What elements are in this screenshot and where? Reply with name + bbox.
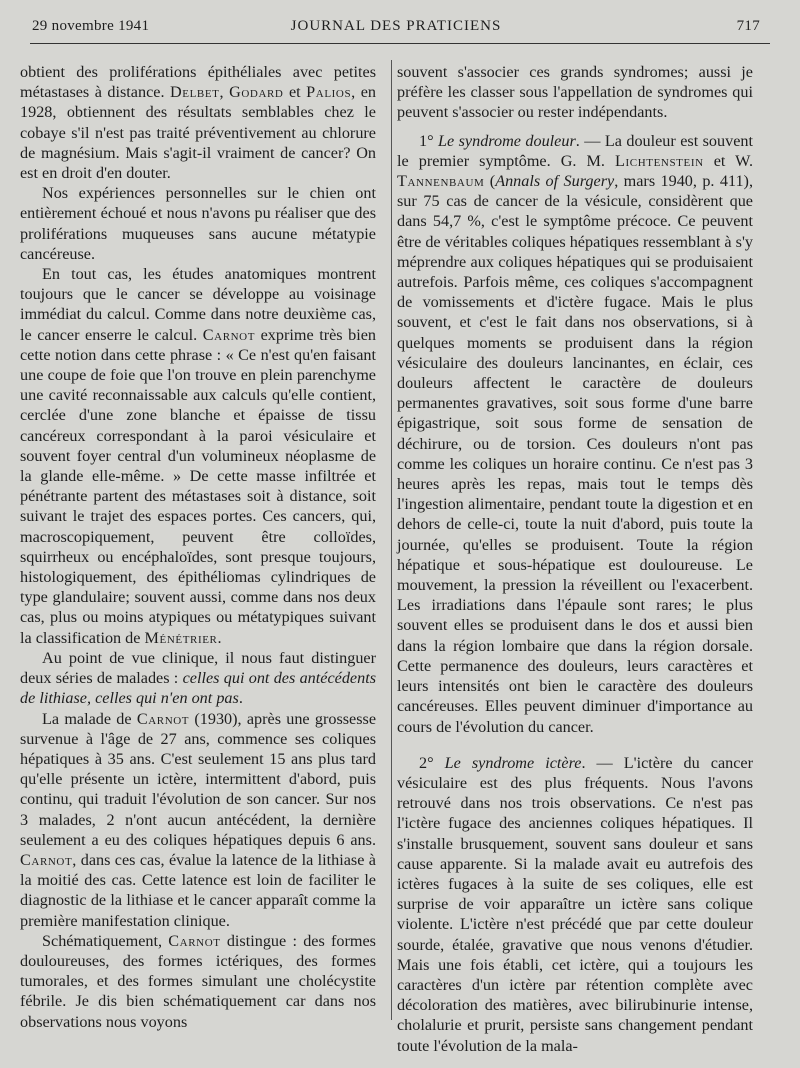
header-date: 29 novembre 1941 <box>32 18 150 34</box>
author-carnot: Carnot <box>20 850 73 869</box>
author-carnot: Carnot <box>136 709 190 728</box>
author-lichtenstein: Lichtenstein <box>615 151 704 170</box>
italic-phrase: celles qui ont des antécédents de lithiase, celles qui n'en ont pas <box>20 669 376 708</box>
paragraph-left-5: La malade de Carnot (1930), après une grossesse survenue à l'âge de 27 ans, commence ses coliques hépatiques à 35 ans. C'est seulement 15 ans plus tard qu'elle présente un ictère, intermittent d'abord, puis continu, qui traduit l'évolution de son cancer. Sur nos 3 malades, 2 n'ont aucun antécédent, la dernière seulement a eu des coliques hépatiques depuis 6 ans. Carnot, dans ces cas, évalue la latence de la lithiase à la moitié des cas. Cette latence est loin de faciliter le diagnostic de la lithiase et le cancer apparaît comme la première manifestation clinique. <box>20 709 377 930</box>
section-title: Le syndrome douleur <box>438 131 576 150</box>
author-godard: Godard <box>229 83 284 102</box>
paragraph-left-2: Nos expériences personnelles sur le chien ont entièrement échoué et nous n'avons pu réaliser que des proliférations muqueuses sans aucune métatypie cancéreuse. <box>20 184 376 263</box>
right-column <box>397 62 753 1056</box>
author-carnot: Carnot <box>202 325 256 344</box>
running-head <box>32 18 760 40</box>
author-menetrier: Ménétrier <box>144 628 218 647</box>
author-carnot: Carnot <box>168 931 221 950</box>
left-column <box>20 62 376 1032</box>
section-syndrome-ictere: 2° Le syndrome ictère. — L'ictère du cancer vésiculaire est des plus fréquents. Nous l'avons retrouvé dans nos trois observations. Ce n'est pas l'ictère fugace des anciennes coliques hépatiques. Il s'installe brusquement, souvent sans douleur et sans cause apparente. Si la malade avait eu autrefois des ictères fugaces à la suite de ses coliques, elle est surprise de voir apparaître un ictère sans colique violente. L'ictère n'est précédé que par cette douleur sourde, étalée, gravative que nous venons d'étudier. Mais une fois établi, cet ictère, qui a toujours les caractères d'un ictère par rétention complète avec décoloration des matières, avec bilirubinurie intense, cholalurie et prurit, persiste sans changement pendant toute l'évolution de la mala- <box>397 753 754 1055</box>
paragraph-left-6: Schématiquement, Carnot distingue : des formes douloureuses, des formes ictériques, des formes tumorales, et des formes simulant une cholécystite fébrile. Je dis bien schématiquement car dans nos observations nous voyons <box>20 931 376 1031</box>
author-tannenbaum: Tannenbaum <box>397 172 485 191</box>
journal-citation: Annals of Surgery <box>495 172 615 191</box>
author-delbet: Delbet <box>170 83 220 102</box>
author-palios: Palios <box>306 83 352 102</box>
header-rule <box>30 43 770 44</box>
section-title: Le syndrome ictère <box>444 753 582 772</box>
paragraph-left-4: Au point de vue clinique, il nous faut distinguer deux séries de malades : celles qui ont des antécédents de lithiase, celles qui n'en ont pas. <box>20 648 376 708</box>
header-page-number: 717 <box>736 18 760 34</box>
paragraph-right-1: souvent s'associer ces grands syndromes; aussi je préfère les classer sous l'appellation de syndromes qui peuvent s'associer ou rester indépendants. <box>397 63 753 122</box>
section-syndrome-douleur: 1° Le syndrome douleur. — La douleur est souvent le premier symptôme. G. M. Lichtenstein et W. Tannenbaum (Annals of Surgery, mars 1940, p. 411), sur 75 cas de cancer de la vésicule, considèrent que dans 54,7 %, c'est le symptôme précoce. Ce peuvent être de véritables coliques hépatiques ressemblant à s'y méprendre aux coliques hépatiques qui se produisaient autrefois. Parfois même, ces coliques s'accompagnent de vomissements et d'ictère fugace. Mais le plus souvent, et c'est le fait dans nos observations, si à quelques moments se produisent dans la région vésiculaire des douleurs lancinantes, en éclair, ces douleurs affectent le caractère de douleurs permanentes gravatives, soit sous forme d'une barre épigastrique, soit sous forme de sensation de déchirure, ou de torsion. Ces douleurs n'ont pas comme les coliques un horaire continu. Ce n'est pas 3 heures après les repas, mais tout le temps dès l'ingestion alimentaire, pendant toute la digestion et en dehors de celle-ci, toute la nuit d'abord, puis toute la journée, qu'elles se produisent. Toute la région hépatique et sous-hépatique est douloureuse. Le mouvement, la pression la réveillent ou l'exacerbent. Les irradiations dans l'épaule sont rares; le plus souvent elles se produisent dans le dos et aussi bien dans la région lombaire que dans la région dorsale. Cette permanence des douleurs, leurs caractères et leurs intensités ont bien le caractère des douleurs cancéreuses. Elles peuvent diminuer d'importance au cours de l'évolution du cancer. <box>397 131 753 736</box>
header-journal-title: JOURNAL DES PRATICIENS <box>290 18 502 34</box>
paragraph-left-1: obtient des proliférations épithéliales avec petites métastases à distance. Delbet, Godard et Palios, en 1928, obtiennent des résultats semblables chez le cobaye s'il n'est pas traité préventivement au chlorure de magnésium. Mais s'agit-il vraiment de cancer? On est en droit d'en douter. <box>20 63 376 183</box>
column-rule <box>391 60 392 1020</box>
paragraph-left-3: En tout cas, les études anatomiques montrent toujours que le cancer se développe au voisinage immédiat du calcul. Comme dans notre deuxième cas, le cancer enserre le calcul. Carnot exprime très bien cette notion dans cette phrase : « Ce n'est qu'en faisant une coupe de foie que l'on trouve en plein parenchyme une cavité reconnaissable aux calculs qu'elle contient, cerclée d'une zone blanche et épaisse de tissu cancéreux correspondant à la paroi vésiculaire et souvent foyer central d'un volumineux néoplasme de la glande elle-même. » De cette masse infiltrée et pénétrante partent des métastases soit à distance, soit suivant le trajet des espaces portes. Ces cancers, qui, macroscopiquement, peuvent être colloïdes, squirrheux ou encéphaloïdes, sont presque toujours, histologiquement, des épithéliomas cylindriques de type glandulaire; souvent aussi, comme dans nos deux cas, plus ou moins atypiques ou métatypiques suivant la classification de Ménétrier. <box>20 265 376 647</box>
